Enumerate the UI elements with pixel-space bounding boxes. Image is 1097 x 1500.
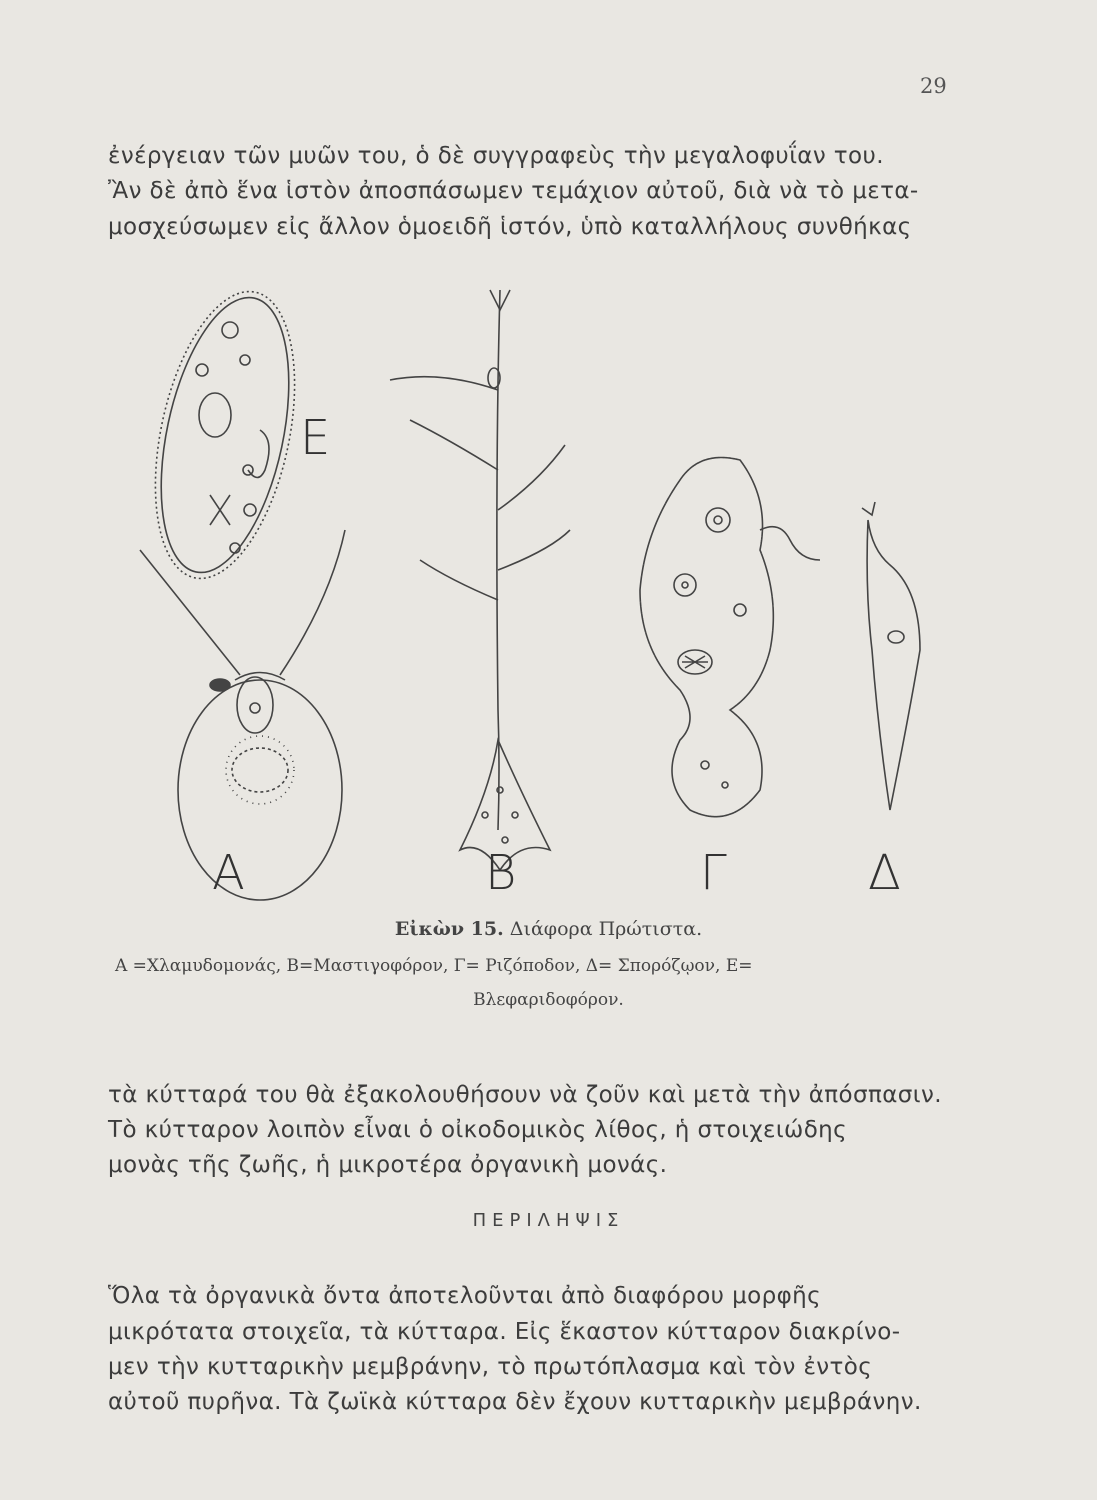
figure-number: Εἰκὼν 15. [394, 918, 504, 940]
figure-label-a: Α [212, 845, 245, 901]
figure-label-b: Β [485, 845, 517, 901]
protista-figure [120, 270, 980, 910]
figure-label-e: Ε [300, 410, 331, 466]
text-line: μικρότατα στοιχεῖα, τὰ κύτταρα. Εἰς ἕκαστον κύτταρον διακρίνο- [108, 1319, 901, 1345]
text-line: Τὸ κύτταρον λοιπὸν εἶναι ὁ οἰκοδομικὸς λίθος, ἡ στοιχειώδης [108, 1117, 848, 1143]
text-line: τὰ κύτταρά του θὰ ἐξακολουθήσουν νὰ ζοῦν καὶ μετὰ τὴν ἀπόσπασιν. [108, 1082, 942, 1108]
figure-label-d: Δ [868, 845, 901, 901]
text-line: Ἂν δὲ ἀπὸ ἕνα ἱστὸν ἀποσπάσωμεν τεμάχιον αὐτοῦ, διὰ νὰ τὸ μετα- [108, 178, 919, 204]
text-line: ἐνέργειαν τῶν μυῶν του, ὁ δὲ συγγραφεὺς τὴν μεγαλοφυΐαν του. [108, 143, 884, 169]
page-number: 29 [920, 74, 947, 98]
text-line: μεν τὴν κυτταρικὴν μεμβράνην, τὸ πρωτόπλασμα καὶ τὸν ἐντὸς [108, 1354, 873, 1380]
text-line: μοσχεύσωμεν εἰς ἄλλον ὁμοειδῆ ἱστόν, ὑπὸ καταλλήλους συνθήκας [108, 214, 912, 240]
figure-legend-cont: Βλεφαριδοφόρον. [473, 990, 624, 1010]
protista-drawing [120, 270, 980, 910]
text-line: Ὅλα τὰ ὀργανικὰ ὄντα ἀποτελοῦνται ἀπὸ διαφόρου μορφῆς [108, 1283, 822, 1309]
figure-title: Διάφορα Πρώτιστα. [509, 918, 703, 940]
figure-label-g: Γ [700, 845, 727, 901]
amoeba-drawing [640, 458, 820, 817]
figure-legend: Α =Χλαμυδομονάς, Β=Μαστιγοφόρον, Γ= Ριζόποδον, Δ= Σπορόζῳον, Ε= [115, 956, 753, 976]
flagellate-drawing [390, 290, 570, 870]
sporozoan-drawing [862, 502, 920, 810]
text-line: αὐτοῦ πυρῆνα. Τὰ ζωϊκὰ κύτταρα δὲν ἔχουν κυτταρικὴν μεμβράνην. [108, 1389, 922, 1415]
text-line: μονὰς τῆς ζωῆς, ἡ μικροτέρα ὀργανικὴ μονάς. [108, 1152, 668, 1178]
paramecium-drawing [132, 279, 318, 591]
figure-caption [0, 918, 1097, 940]
summary-heading: ΠΕΡΙΛΗΨΙΣ [472, 1210, 625, 1231]
